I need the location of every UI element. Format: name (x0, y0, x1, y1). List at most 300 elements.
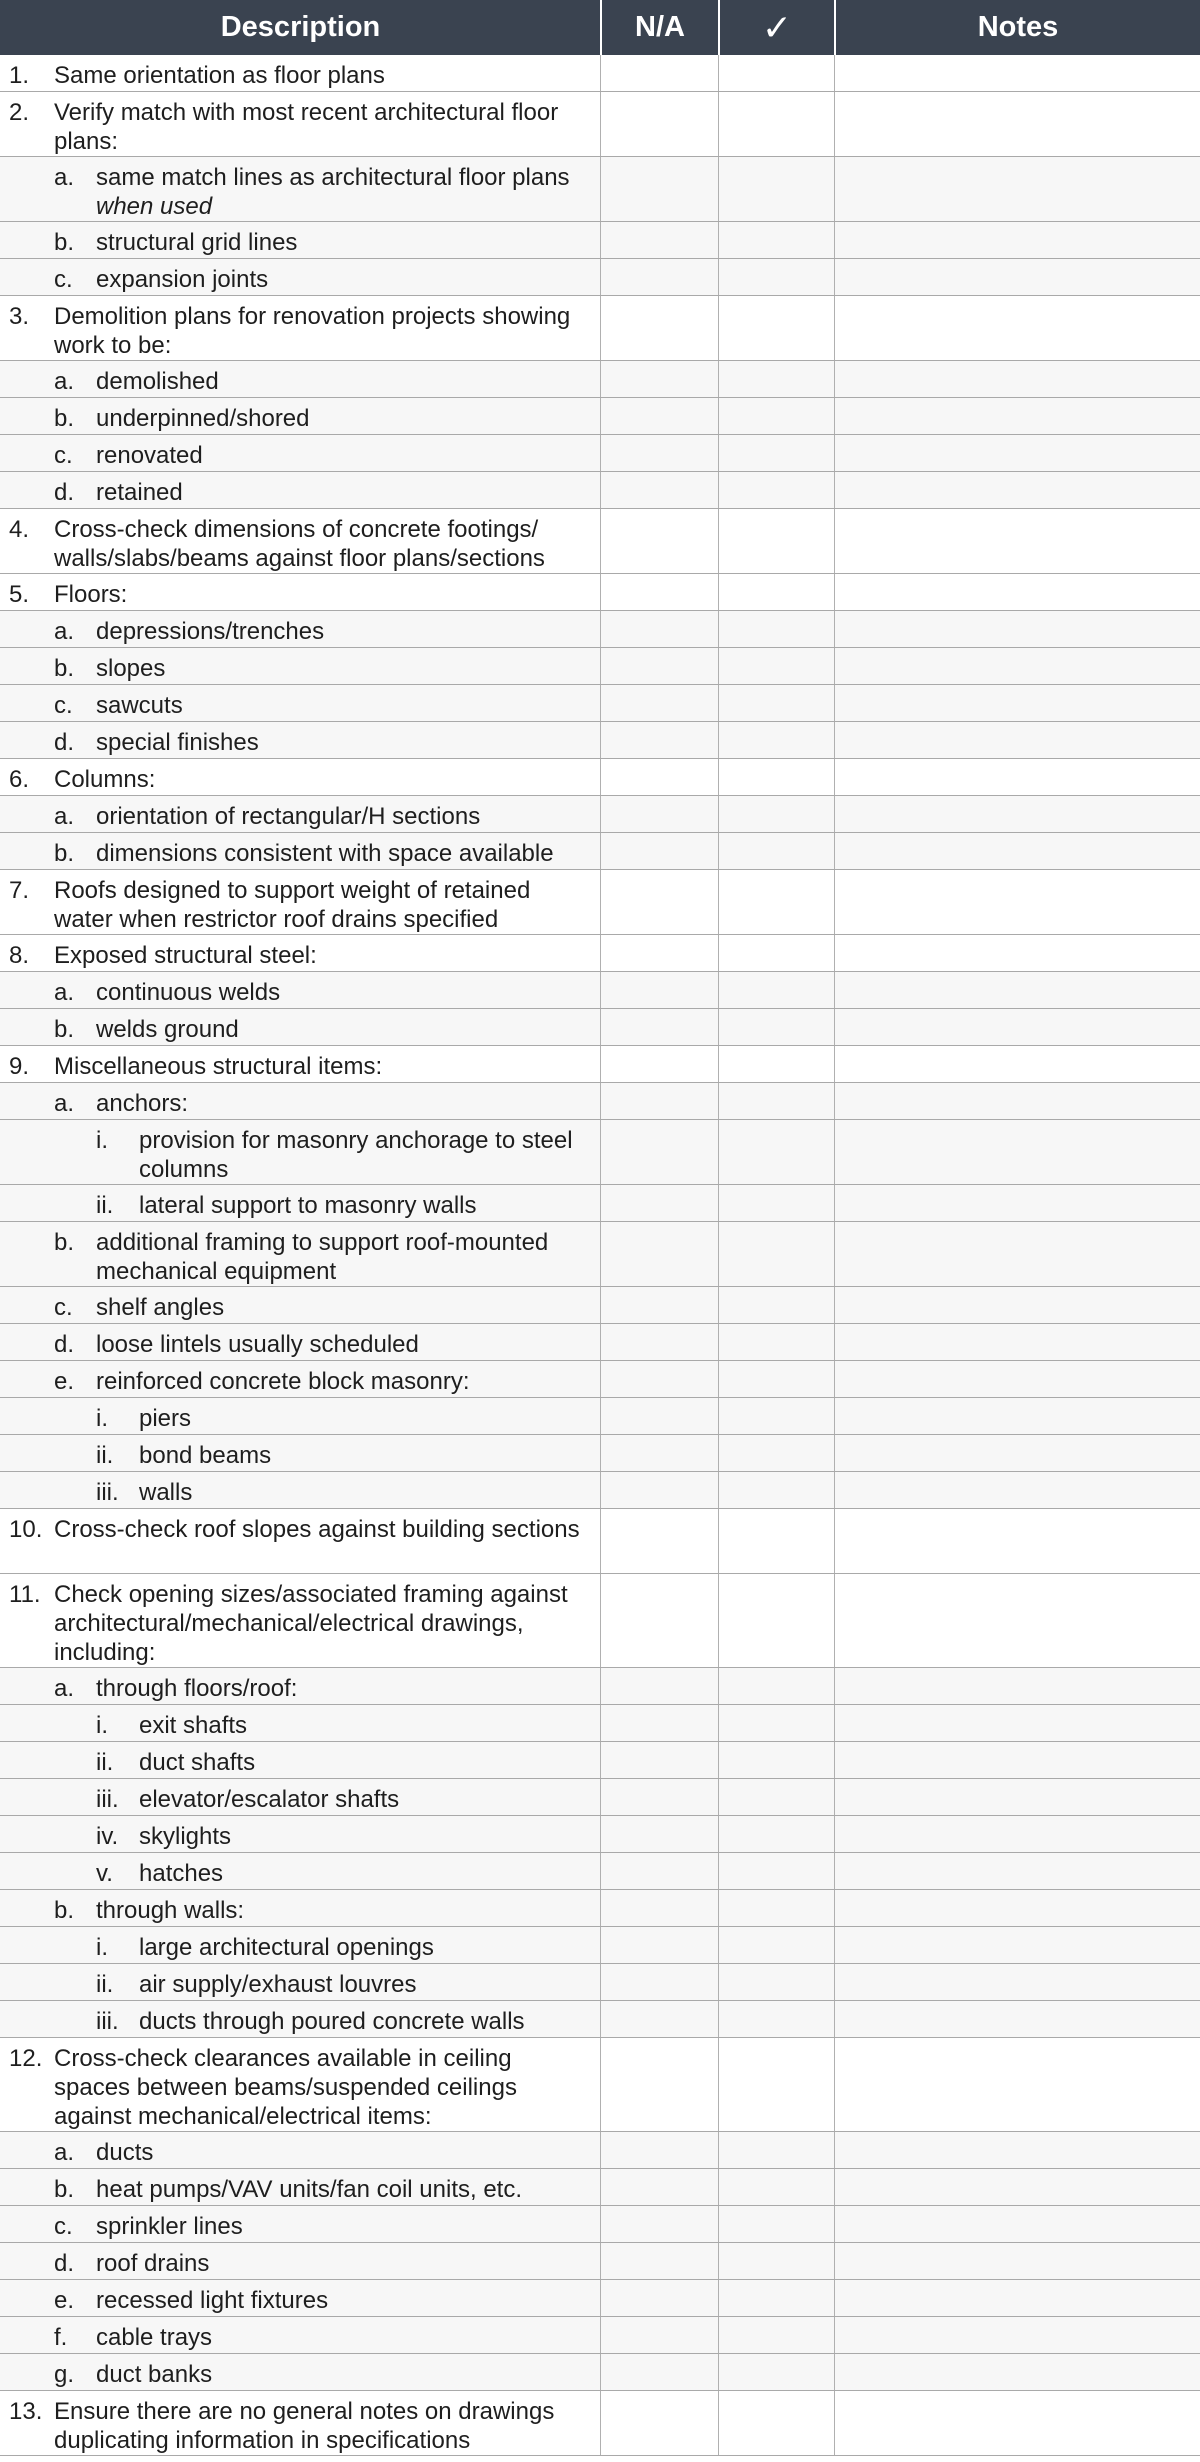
item-text (96, 265, 594, 294)
check-cell[interactable] (719, 796, 835, 832)
check-cell[interactable] (719, 1927, 835, 1963)
notes-cell[interactable] (835, 1509, 1200, 1573)
notes-cell[interactable] (835, 1222, 1200, 1286)
na-cell[interactable] (601, 1009, 719, 1045)
item-text-body: recessed light fixtures (96, 2287, 329, 2314)
na-cell[interactable] (601, 1816, 719, 1852)
notes-cell[interactable] (835, 509, 1200, 573)
check-cell[interactable] (719, 92, 835, 156)
item-text (96, 1896, 594, 1925)
description-cell (0, 1472, 601, 1508)
notes-cell[interactable] (835, 1890, 1200, 1926)
item-text-body: Same orientation as floor plans (54, 62, 385, 89)
na-cell[interactable] (601, 1927, 719, 1963)
item-text (96, 691, 594, 720)
check-cell[interactable] (719, 259, 835, 295)
item-text-body: cable trays (96, 2324, 213, 2351)
na-cell[interactable] (601, 935, 719, 971)
na-cell[interactable] (601, 1574, 719, 1667)
check-cell[interactable] (719, 611, 835, 647)
table-row (0, 2001, 1200, 2038)
item-text (139, 1748, 594, 1777)
na-cell[interactable] (601, 435, 719, 471)
na-cell[interactable] (601, 796, 719, 832)
notes-column-header: Notes (977, 11, 1059, 43)
item-text-body: structural grid lines (96, 229, 298, 256)
na-cell[interactable] (601, 2317, 719, 2353)
na-cell[interactable] (601, 1287, 719, 1323)
na-cell[interactable] (601, 2169, 719, 2205)
description-cell (0, 1816, 601, 1852)
item-text (96, 2249, 594, 2278)
check-cell[interactable] (719, 55, 835, 91)
na-cell[interactable] (601, 1509, 719, 1573)
item-marker: 11. (9, 1581, 41, 1608)
na-cell[interactable] (601, 685, 719, 721)
notes-cell[interactable] (835, 1398, 1200, 1434)
item-text (96, 1330, 594, 1359)
notes-cell[interactable] (835, 1120, 1200, 1184)
check-cell[interactable] (719, 2001, 835, 2037)
table-row (0, 398, 1200, 435)
notes-cell[interactable] (835, 55, 1200, 91)
na-cell[interactable] (601, 1705, 719, 1741)
check-cell[interactable] (719, 2038, 835, 2131)
notes-cell[interactable] (835, 1185, 1200, 1221)
table-row (0, 1009, 1200, 1046)
notes-cell[interactable] (835, 259, 1200, 295)
na-cell[interactable] (601, 972, 719, 1008)
item-text (96, 1089, 594, 1118)
check-cell[interactable] (719, 2391, 835, 2455)
item-text-body: demolished (96, 368, 219, 395)
check-cell[interactable] (719, 1668, 835, 1704)
table-row (0, 1890, 1200, 1927)
check-cell[interactable] (719, 1398, 835, 1434)
check-cell[interactable] (719, 1779, 835, 1815)
check-cell[interactable] (719, 648, 835, 684)
check-cell[interactable] (719, 1964, 835, 2000)
check-cell[interactable] (719, 1705, 835, 1741)
notes-cell[interactable] (835, 1046, 1200, 1082)
check-cell[interactable] (719, 1287, 835, 1323)
notes-cell[interactable] (835, 1009, 1200, 1045)
check-cell[interactable] (719, 1890, 835, 1926)
notes-cell[interactable] (835, 935, 1200, 971)
notes-cell[interactable] (835, 435, 1200, 471)
item-text-body: Exposed structural steel: (54, 942, 317, 969)
na-cell[interactable] (601, 2001, 719, 2037)
na-cell[interactable] (601, 611, 719, 647)
notes-cell[interactable] (835, 972, 1200, 1008)
notes-cell[interactable] (835, 1435, 1200, 1471)
table-row (0, 1120, 1200, 1185)
check-cell[interactable] (719, 157, 835, 221)
notes-cell[interactable] (835, 870, 1200, 934)
check-cell[interactable] (719, 833, 835, 869)
item-marker: 8. (9, 942, 30, 969)
notes-cell[interactable] (835, 1083, 1200, 1119)
item-text (139, 1478, 594, 1507)
description-cell (0, 870, 601, 934)
table-row (0, 2169, 1200, 2206)
description-cell (0, 1779, 601, 1815)
description-cell (0, 2280, 601, 2316)
notes-cell[interactable] (835, 611, 1200, 647)
check-cell[interactable] (719, 1324, 835, 1360)
check-cell[interactable] (719, 1083, 835, 1119)
table-row (0, 611, 1200, 648)
notes-cell[interactable] (835, 1705, 1200, 1741)
table-row (0, 972, 1200, 1009)
description-cell (0, 935, 601, 971)
check-cell[interactable] (719, 2354, 835, 2390)
notes-cell[interactable] (835, 648, 1200, 684)
check-cell[interactable] (719, 972, 835, 1008)
na-cell[interactable] (601, 1435, 719, 1471)
notes-cell[interactable] (835, 2391, 1200, 2455)
item-text (96, 2138, 594, 2167)
check-cell[interactable] (719, 435, 835, 471)
table-row (0, 1083, 1200, 1120)
check-cell[interactable] (719, 2206, 835, 2242)
item-text-body: Miscellaneous structural items: (54, 1053, 383, 1080)
na-cell[interactable] (601, 2280, 719, 2316)
description-cell (0, 759, 601, 795)
description-cell (0, 55, 601, 91)
table-row (0, 1435, 1200, 1472)
na-cell[interactable] (601, 1668, 719, 1704)
notes-cell[interactable] (835, 2317, 1200, 2353)
check-cell[interactable] (719, 685, 835, 721)
item-text-body: retained (96, 479, 183, 506)
item-text (96, 1293, 594, 1322)
item-text-body: roof drains (96, 2250, 210, 2277)
item-text-body: expansion joints (96, 266, 269, 293)
notes-cell[interactable] (835, 1361, 1200, 1397)
item-text-body: special finishes (96, 729, 259, 756)
check-cell[interactable] (719, 472, 835, 508)
table-row (0, 296, 1200, 361)
item-text-body: Cross-check dimensions of concrete footings/ walls/slabs/beams against floor plans/sections (54, 516, 545, 572)
notes-cell[interactable] (835, 2169, 1200, 2205)
notes-cell[interactable] (835, 2206, 1200, 2242)
description-cell (0, 2354, 601, 2390)
na-cell[interactable] (601, 2206, 719, 2242)
table-row (0, 2206, 1200, 2243)
item-marker: b. (54, 2176, 75, 2203)
na-cell[interactable] (601, 870, 719, 934)
description-cell (0, 833, 601, 869)
na-cell[interactable] (601, 2038, 719, 2131)
description-cell (0, 361, 601, 397)
notes-cell[interactable] (835, 759, 1200, 795)
na-cell[interactable] (601, 157, 719, 221)
notes-cell[interactable] (835, 833, 1200, 869)
na-cell[interactable] (601, 55, 719, 91)
check-cell[interactable] (719, 1816, 835, 1852)
check-cell[interactable] (719, 398, 835, 434)
table-row (0, 2132, 1200, 2169)
item-marker: i. (96, 1127, 108, 1154)
item-text (54, 765, 594, 794)
notes-cell[interactable] (835, 2132, 1200, 2168)
notes-cell[interactable] (835, 2243, 1200, 2279)
na-cell[interactable] (601, 722, 719, 758)
item-marker: ii. (96, 1971, 114, 1998)
notes-cell[interactable] (835, 1472, 1200, 1508)
item-marker: a. (54, 803, 75, 830)
description-cell (0, 259, 601, 295)
check-cell[interactable] (719, 1185, 835, 1221)
notes-cell[interactable] (835, 2354, 1200, 2390)
notes-cell[interactable] (835, 157, 1200, 221)
item-text (96, 228, 594, 257)
check-cell[interactable] (719, 1742, 835, 1778)
na-cell[interactable] (601, 1398, 719, 1434)
item-text-body: depressions/trenches (96, 618, 325, 645)
item-marker: a. (54, 1090, 75, 1117)
item-text-body: Columns: (54, 766, 156, 793)
na-cell[interactable] (601, 2391, 719, 2455)
table-row (0, 435, 1200, 472)
notes-cell[interactable] (835, 361, 1200, 397)
table-row (0, 1779, 1200, 1816)
notes-cell[interactable] (835, 685, 1200, 721)
description-cell (0, 1964, 601, 2000)
table-row (0, 1398, 1200, 1435)
notes-cell[interactable] (835, 722, 1200, 758)
item-text-body: walls (139, 1479, 193, 1506)
check-cell[interactable] (719, 759, 835, 795)
table-row (0, 1705, 1200, 1742)
table-row (0, 1046, 1200, 1083)
item-text-body: same match lines as architectural floor plans (96, 164, 570, 191)
table-row (0, 2280, 1200, 2317)
item-text-body: renovated (96, 442, 203, 469)
table-row (0, 2038, 1200, 2132)
item-text (96, 163, 594, 221)
na-cell[interactable] (601, 259, 719, 295)
description-cell (0, 92, 601, 156)
item-text (54, 1052, 594, 1081)
notes-cell[interactable] (835, 1853, 1200, 1889)
na-cell[interactable] (601, 1083, 719, 1119)
check-cell[interactable] (719, 1853, 835, 1889)
notes-cell[interactable] (835, 296, 1200, 360)
check-cell[interactable] (719, 870, 835, 934)
description-cell (0, 2317, 601, 2353)
item-marker: iii. (96, 2008, 119, 2035)
na-cell[interactable] (601, 1890, 719, 1926)
item-text-body: exit shafts (139, 1712, 248, 1739)
table-row (0, 1853, 1200, 1890)
item-text (54, 1515, 594, 1544)
na-cell[interactable] (601, 222, 719, 258)
item-text-body: anchors: (96, 1090, 189, 1117)
notes-cell[interactable] (835, 222, 1200, 258)
check-cell[interactable] (719, 2243, 835, 2279)
notes-cell[interactable] (835, 796, 1200, 832)
description-cell (0, 2243, 601, 2279)
na-cell[interactable] (601, 1046, 719, 1082)
check-cell[interactable] (719, 935, 835, 971)
item-text (96, 2323, 594, 2352)
description-cell (0, 685, 601, 721)
check-cell[interactable] (719, 1361, 835, 1397)
notes-cell[interactable] (835, 1816, 1200, 1852)
na-cell[interactable] (601, 1742, 719, 1778)
item-text (96, 617, 594, 646)
na-cell[interactable] (601, 1964, 719, 2000)
item-text (96, 404, 594, 433)
item-marker: e. (54, 1368, 75, 1395)
item-text (139, 1711, 594, 1740)
item-text-body: ducts through poured concrete walls (139, 2008, 525, 2035)
na-cell[interactable] (601, 759, 719, 795)
na-cell[interactable] (601, 2243, 719, 2279)
check-cell[interactable] (719, 509, 835, 573)
description-cell (0, 1705, 601, 1741)
na-cell[interactable] (601, 1222, 719, 1286)
item-marker: 10. (9, 1516, 43, 1543)
description-cell (0, 1046, 601, 1082)
check-cell[interactable] (719, 2317, 835, 2353)
table-row (0, 722, 1200, 759)
na-cell[interactable] (601, 1853, 719, 1889)
description-cell (0, 1009, 601, 1045)
item-marker: b. (54, 655, 75, 682)
check-cell[interactable] (719, 1009, 835, 1045)
item-marker: c. (54, 266, 73, 293)
notes-cell[interactable] (835, 1287, 1200, 1323)
item-text-body: duct banks (96, 2361, 213, 2388)
item-marker: 9. (9, 1053, 30, 1080)
item-text-body: Roofs designed to support weight of retained water when restrictor roof drains specified (54, 877, 531, 933)
na-cell[interactable] (601, 574, 719, 610)
description-cell (0, 1287, 601, 1323)
item-text (96, 1015, 594, 1044)
item-text (54, 515, 594, 573)
item-marker: a. (54, 979, 75, 1006)
notes-cell[interactable] (835, 1574, 1200, 1667)
item-text (96, 2360, 594, 2389)
check-cell[interactable] (719, 2169, 835, 2205)
item-text (139, 1126, 594, 1184)
notes-cell[interactable] (835, 2001, 1200, 2037)
check-cell[interactable] (719, 1046, 835, 1082)
item-marker: c. (54, 1294, 73, 1321)
na-cell[interactable] (601, 833, 719, 869)
notes-cell[interactable] (835, 2280, 1200, 2316)
check-cell[interactable] (719, 361, 835, 397)
description-cell (0, 972, 601, 1008)
table-row (0, 361, 1200, 398)
item-marker: 7. (9, 877, 30, 904)
na-cell[interactable] (601, 1120, 719, 1184)
na-cell[interactable] (601, 1779, 719, 1815)
na-cell[interactable] (601, 2354, 719, 2390)
item-text-body: piers (139, 1405, 192, 1432)
item-marker: d. (54, 479, 75, 506)
description-cell (0, 1398, 601, 1434)
check-cell[interactable] (719, 574, 835, 610)
description-cell (0, 435, 601, 471)
notes-cell[interactable] (835, 1668, 1200, 1704)
na-column-header: N/A (635, 11, 685, 43)
item-text-body: large architectural openings (139, 1934, 434, 1961)
item-marker: d. (54, 729, 75, 756)
na-cell[interactable] (601, 2132, 719, 2168)
check-cell[interactable] (719, 296, 835, 360)
check-cell[interactable] (719, 722, 835, 758)
check-cell[interactable] (719, 1509, 835, 1573)
notes-cell[interactable] (835, 1964, 1200, 2000)
na-cell[interactable] (601, 648, 719, 684)
na-cell[interactable] (601, 92, 719, 156)
notes-cell[interactable] (835, 1779, 1200, 1815)
item-text (54, 2397, 594, 2455)
description-cell (0, 2001, 601, 2037)
na-cell[interactable] (601, 1185, 719, 1221)
notes-cell[interactable] (835, 472, 1200, 508)
description-cell (0, 574, 601, 610)
check-cell[interactable] (719, 2280, 835, 2316)
notes-cell[interactable] (835, 2038, 1200, 2131)
item-text-body: duct shafts (139, 1749, 256, 1776)
na-cell[interactable] (601, 296, 719, 360)
description-cell (0, 1222, 601, 1286)
check-cell[interactable] (719, 1574, 835, 1667)
item-marker: i. (96, 1712, 108, 1739)
table-row (0, 2317, 1200, 2354)
notes-cell[interactable] (835, 574, 1200, 610)
na-cell[interactable] (601, 398, 719, 434)
check-cell[interactable] (719, 1472, 835, 1508)
na-cell[interactable] (601, 1472, 719, 1508)
item-marker: d. (54, 2250, 75, 2277)
notes-cell[interactable] (835, 1742, 1200, 1778)
notes-cell[interactable] (835, 1324, 1200, 1360)
item-text-emphasis: when used (96, 193, 213, 220)
na-cell[interactable] (601, 361, 719, 397)
item-text-body: bond beams (139, 1442, 272, 1469)
item-text-body: Cross-check clearances available in ceiling spaces between beams/suspended ceilings against mechanical/electrical items: (54, 2045, 517, 2130)
description-cell (0, 1742, 601, 1778)
item-text-body: Check opening sizes/associated framing against architectural/mechanical/electrical drawings, including: (54, 1581, 568, 1666)
notes-cell[interactable] (835, 1927, 1200, 1963)
item-text (54, 2044, 594, 2131)
description-cell (0, 1509, 601, 1573)
check-cell[interactable] (719, 1222, 835, 1286)
notes-cell[interactable] (835, 398, 1200, 434)
table-row (0, 1927, 1200, 1964)
check-cell[interactable] (719, 1435, 835, 1471)
notes-cell[interactable] (835, 92, 1200, 156)
na-cell[interactable] (601, 1324, 719, 1360)
na-cell[interactable] (601, 509, 719, 573)
na-cell[interactable] (601, 472, 719, 508)
check-cell[interactable] (719, 222, 835, 258)
na-cell[interactable] (601, 1361, 719, 1397)
item-text-body: lateral support to masonry walls (139, 1192, 477, 1219)
check-cell[interactable] (719, 1120, 835, 1184)
item-text-body: loose lintels usually scheduled (96, 1331, 419, 1358)
table-header (0, 0, 1200, 55)
check-cell[interactable] (719, 2132, 835, 2168)
item-marker: i. (96, 1405, 108, 1432)
table-row (0, 796, 1200, 833)
